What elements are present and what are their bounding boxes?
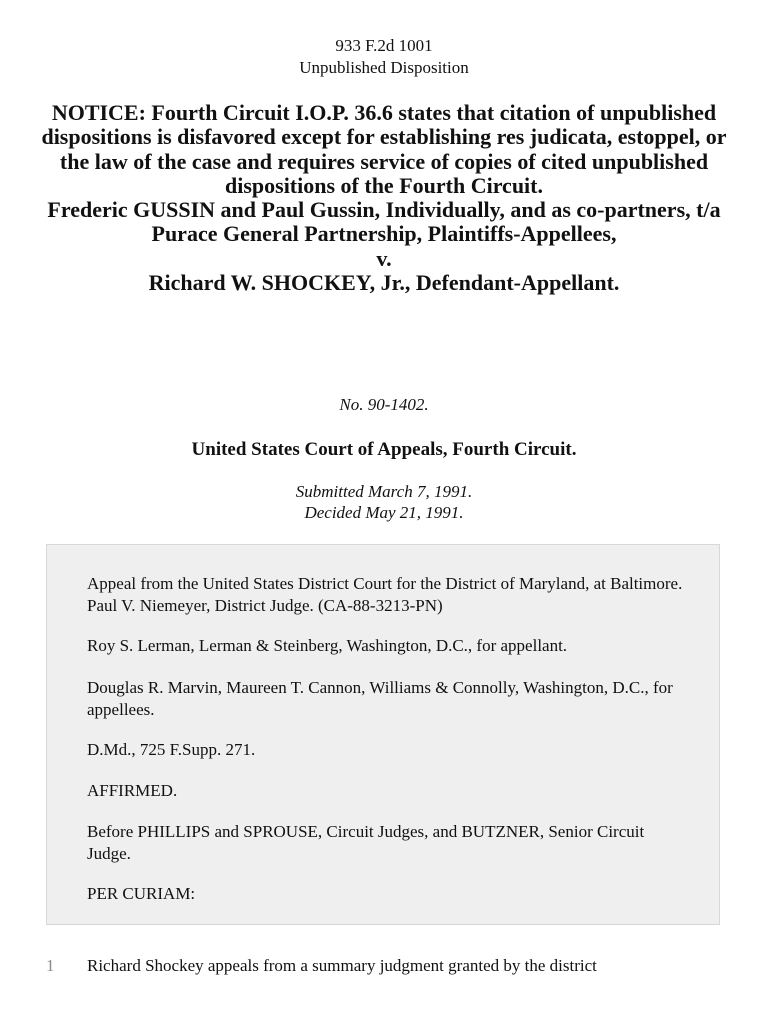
- court-name: United States Court of Appeals, Fourth Circuit.: [191, 439, 577, 460]
- plaintiffs-appellees: Frederic GUSSIN and Paul Gussin, Individually, and as co-partners, t/a Purace General Partnership, Plaintiffs-Appellees,: [47, 197, 721, 247]
- decided-date: Decided May 21, 1991.: [304, 503, 464, 522]
- counsel-appellant: Roy S. Lerman, Lerman & Steinberg, Washington, D.C., for appellant.: [87, 636, 568, 655]
- notice-text: NOTICE: Fourth Circuit I.O.P. 36.6 states that citation of unpublished dispositions is disfavored except for establishing res judicata, estoppel, or the law of the case and requires service of copies of cited unpublished dispositions of the Fourth Circuit.: [41, 100, 727, 198]
- paragraph-number: 1: [46, 956, 55, 975]
- per-curiam-label: PER CURIAM:: [87, 884, 196, 903]
- versus-label: v.: [376, 245, 392, 271]
- paragraph-text: Richard Shockey appeals from a summary judgment granted by the district: [87, 956, 597, 975]
- case-caption: [30, 101, 738, 295]
- submitted-date: Submitted March 7, 1991.: [295, 482, 473, 501]
- defendant-appellant: Richard W. SHOCKEY, Jr., Defendant-Appellant.: [148, 270, 620, 296]
- lower-court-citation: D.Md., 725 F.Supp. 271.: [87, 740, 256, 759]
- appeal-from: Appeal from the United States District Court for the District of Maryland, at Baltimore. Paul V. Niemeyer, District Judge. (CA-88-3213-PN): [87, 574, 683, 615]
- docket-number: No. 90-1402.: [339, 395, 429, 414]
- reporter-citation: 933 F.2d 1001: [335, 36, 433, 55]
- disposition-label: Unpublished Disposition: [299, 58, 469, 77]
- disposition-affirmed: AFFIRMED.: [87, 781, 178, 800]
- case-dates: [0, 481, 768, 523]
- panel-judges: Before PHILLIPS and SPROUSE, Circuit Judges, and BUTZNER, Senior Circuit Judge.: [87, 822, 645, 863]
- case-summary-box: [46, 544, 720, 925]
- counsel-appellees: Douglas R. Marvin, Maureen T. Cannon, Williams & Connolly, Washington, D.C., for appellees.: [87, 678, 673, 719]
